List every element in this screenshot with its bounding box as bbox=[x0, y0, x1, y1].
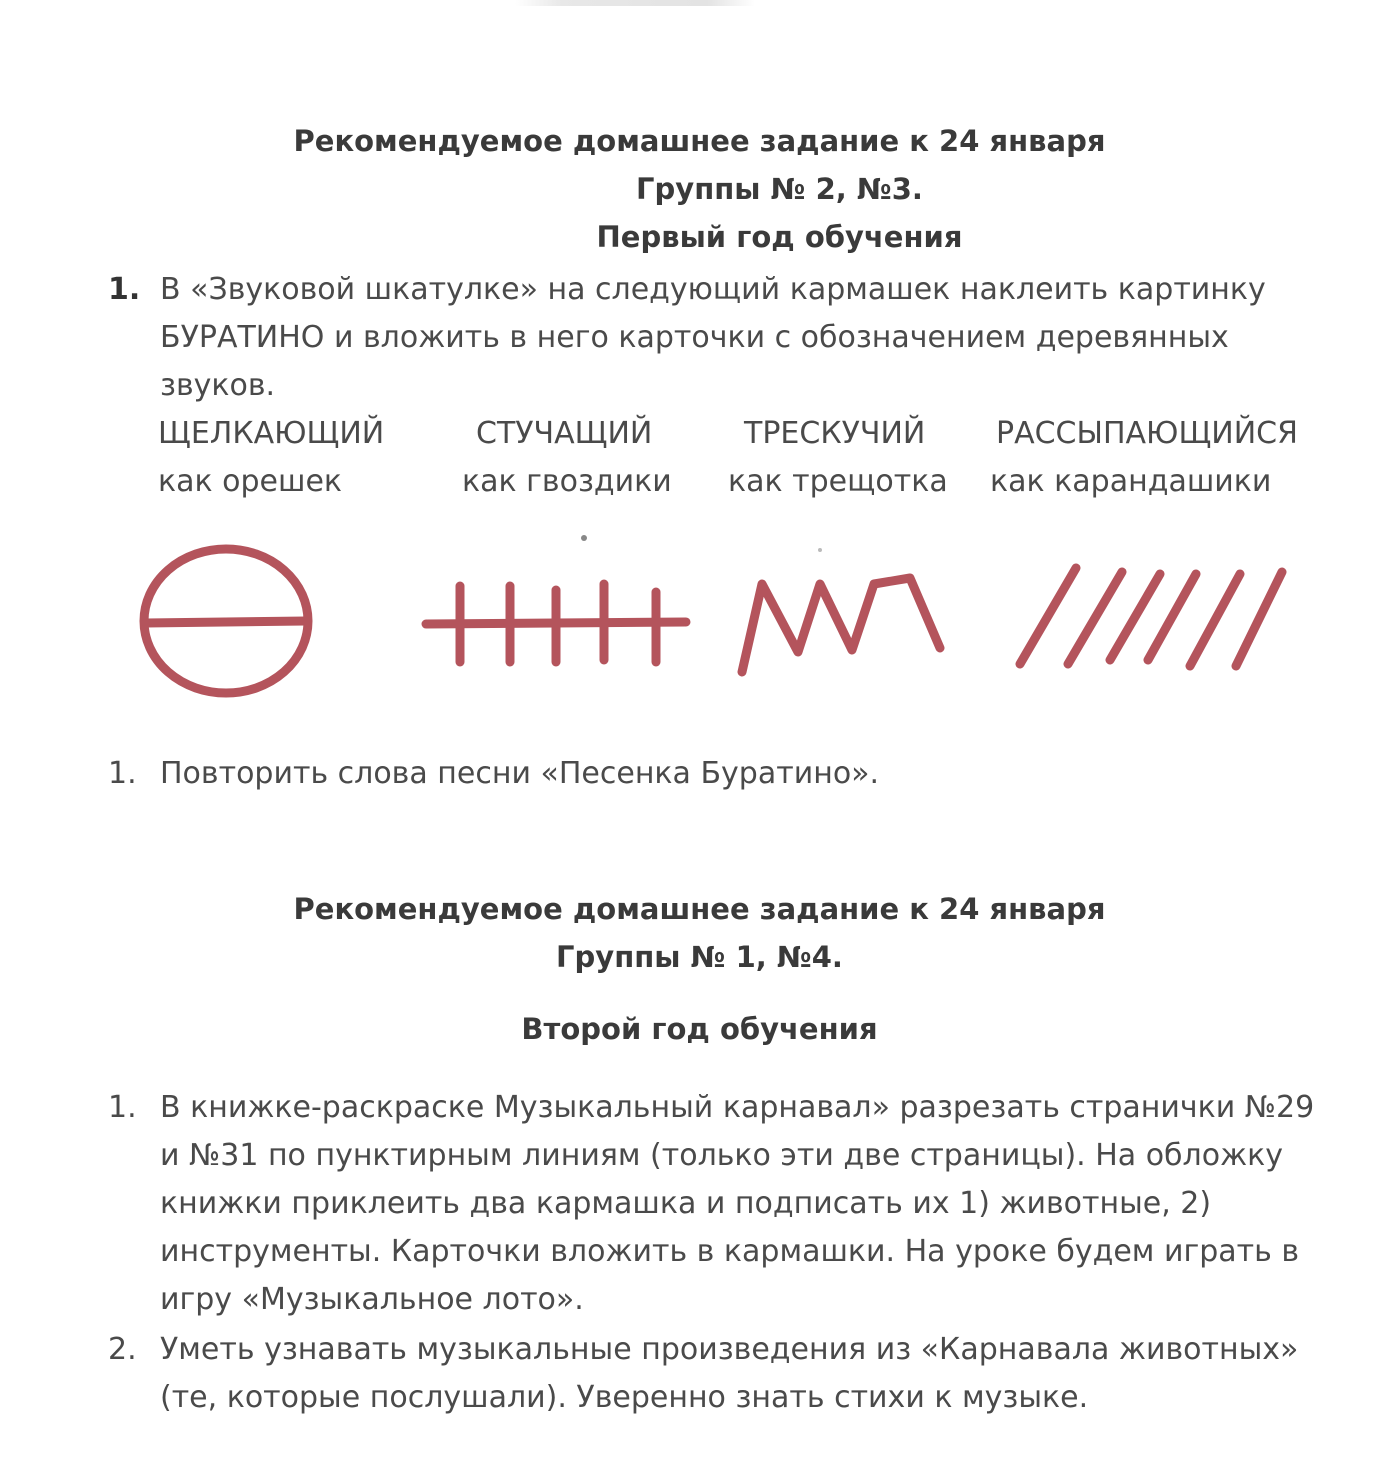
sound-desc-scattering: как карандашики bbox=[990, 464, 1272, 499]
task1-line3: звуков. bbox=[160, 368, 276, 403]
section2-groups: Группы № 1, №4. bbox=[556, 940, 843, 974]
scan-artifact bbox=[515, 0, 755, 6]
sound-name-crackling: ТРЕСКУЧИЙ bbox=[744, 416, 926, 451]
s2-task1-line2: и №31 по пунктирным линиям (только эти две страницы). На обложку bbox=[160, 1138, 1283, 1173]
task1-number: 1. bbox=[108, 272, 141, 307]
section1-groups: Группы № 2, №3. bbox=[636, 172, 923, 206]
s2-task2-line1: Уметь узнавать музыкальные произведения из «Карнавала животных» bbox=[160, 1332, 1299, 1367]
s2-task1-line5: игру «Музыкальное лото». bbox=[160, 1282, 584, 1317]
s2-task1-number: 1. bbox=[108, 1090, 137, 1125]
section2-year: Второй год обучения bbox=[521, 1012, 878, 1046]
sound-name-clicking: ЩЕЛКАЮЩИЙ bbox=[158, 416, 385, 451]
sound-symbols bbox=[0, 520, 1399, 720]
section1-year: Первый год обучения bbox=[596, 220, 963, 254]
line-with-ticks-icon bbox=[426, 584, 686, 662]
zigzag-icon bbox=[742, 578, 940, 672]
task2-text: Повторить слова песни «Песенка Буратино». bbox=[160, 756, 880, 791]
task1-line1: В «Звуковой шкатулке» на следующий кармашек наклеить картинку bbox=[160, 272, 1266, 307]
s2-task2-line2: (те, которые послушали). Уверенно знать стихи к музыке. bbox=[160, 1380, 1089, 1415]
section1-title: Рекомендуемое домашнее задание к 24 января bbox=[293, 124, 1106, 158]
section2-title: Рекомендуемое домашнее задание к 24 января bbox=[293, 892, 1106, 926]
s2-task1-line4: инструменты. Карточки вложить в кармашки. На уроке будем играть в bbox=[160, 1234, 1300, 1269]
sound-desc-knocking: как гвоздики bbox=[462, 464, 672, 499]
task1-line2: БУРАТИНО и вложить в него карточки с обозначением деревянных bbox=[160, 320, 1229, 355]
s2-task2-number: 2. bbox=[108, 1332, 137, 1367]
s2-task1-line3: книжки приклеить два кармашка и подписать их 1) животные, 2) bbox=[160, 1186, 1212, 1221]
task2-number: 1. bbox=[108, 756, 137, 791]
s2-task1-line1: В книжке-раскраске Музыкальный карнавал» разрезать странички №29 bbox=[160, 1090, 1315, 1125]
slashes-icon bbox=[1020, 568, 1282, 666]
sound-name-scattering: РАССЫПАЮЩИЙСЯ bbox=[996, 416, 1298, 451]
sound-desc-crackling: как трещотка bbox=[728, 464, 948, 499]
sound-desc-clicking: как орешек bbox=[158, 464, 343, 499]
circle-with-line-icon bbox=[144, 549, 308, 693]
sound-name-knocking: СТУЧАЩИЙ bbox=[476, 416, 653, 451]
